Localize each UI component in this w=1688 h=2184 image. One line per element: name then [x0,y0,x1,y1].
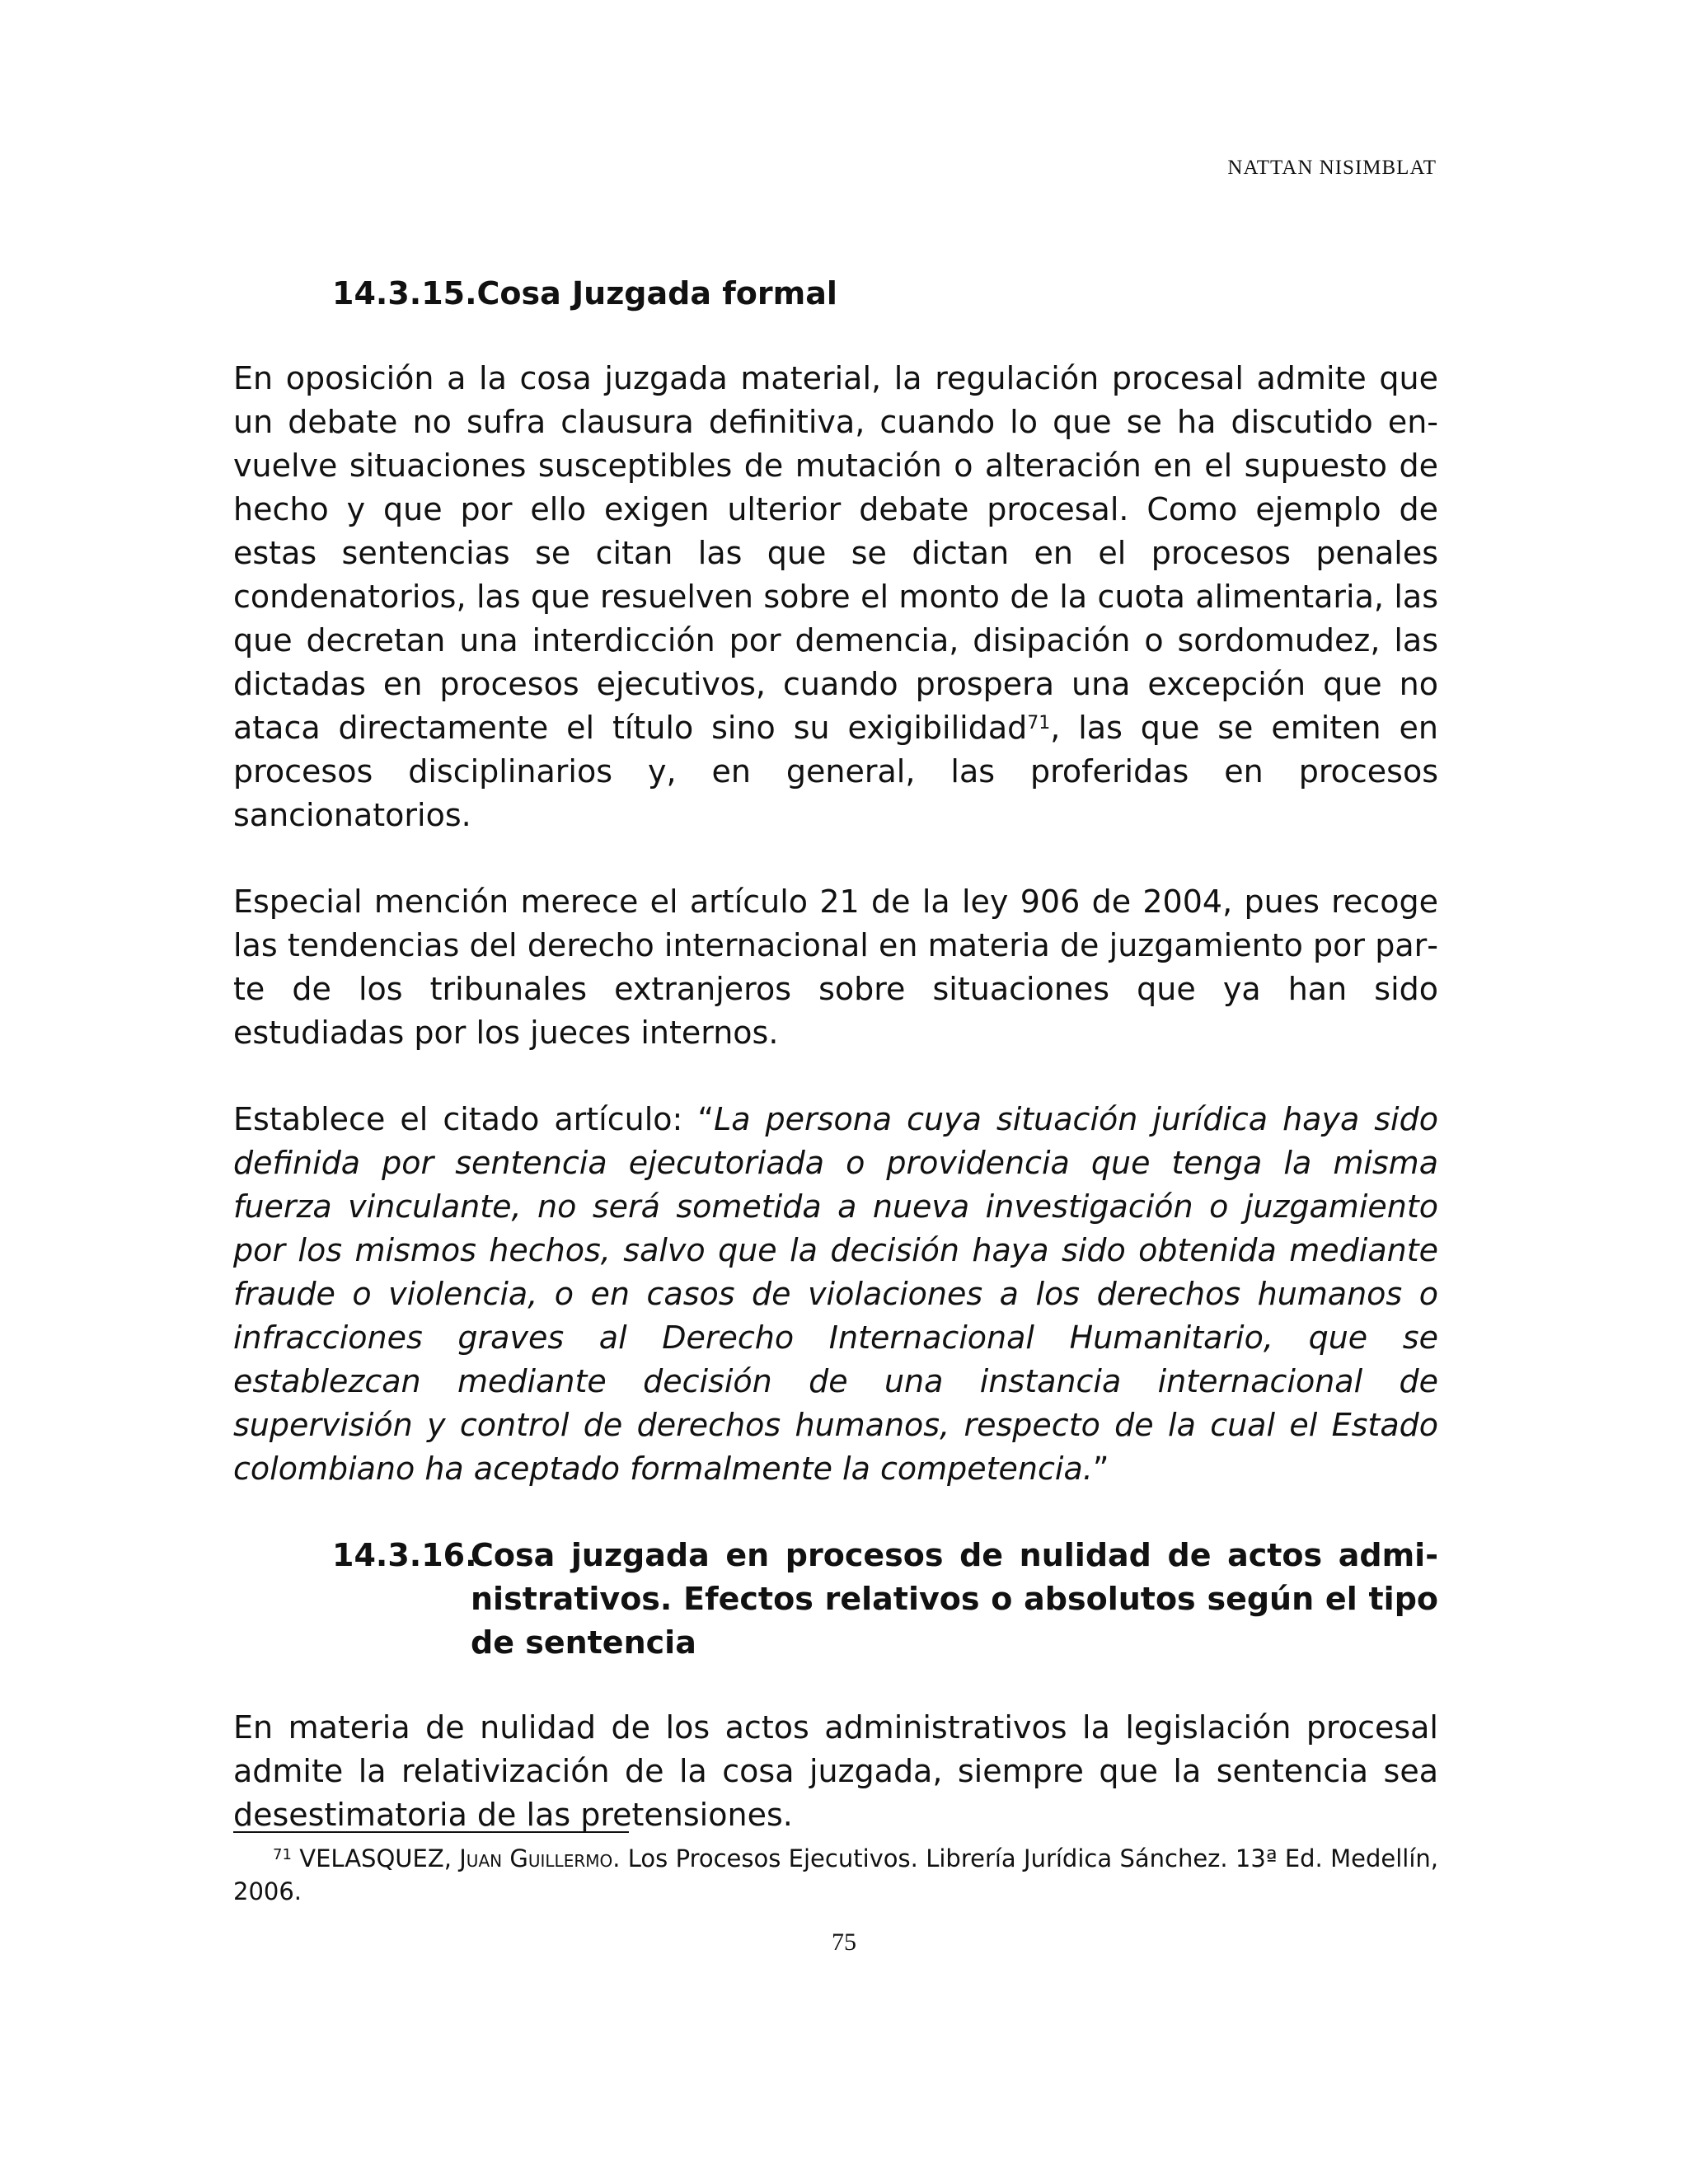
footnote-separator [233,1831,629,1833]
footnote-author-given: Juan Guillermo [459,1844,613,1872]
section-heading-14-3-15 [332,272,1438,316]
section-number: 14.3.15. [332,275,477,312]
footnote-citation: . Los Procesos Ejecutivos. Librería Jurídica Sánchez. 13ª Ed. Medellín, 2006. [233,1844,1438,1905]
quote-close: ” [1092,1451,1109,1487]
footnote-author-surname: VELASQUEZ, [299,1844,460,1872]
section-title: Cosa Juzgada formal [476,275,837,312]
section-heading-14-3-16 [332,1534,1438,1665]
article-quote: La persona cuya situación jurídica haya sido definida por sentencia ejecutoriada o providencia que tenga la misma fuerza vinculante, no será sometida a nueva investigación o juzgamiento por los mismos hechos, salvo que la decisión haya sido obtenida mediante fraude o violencia, o en casos de violaciones a los derechos humanos o infracciones graves al Derecho Internacional Humanitario, que se establezcan mediante decisión de una instancia internacional de supervisión y control de derechos humanos, respecto de la cual el Estado colombiano ha aceptado formalmente la competencia. [233,1101,1438,1487]
paragraph-1-text: En oposición a la cosa juzgada material, la regulación procesal admite que un debate no sufra clausura definitiva, cuando lo que se ha discutido envuelve situaciones susceptibles de mutación o alteración en el supuesto de hecho y que por ello exigen ulterior debate procesal. Como ejemplo de estas sentencias se citan las que se dictan en el procesos penales condenatorios, las que resuelven sobre el monto de la cuota alimentaria, las que decretan una interdicción por demencia, disipación o sordomudez, las dictadas en procesos ejecutivos, cuando prospera una excepción que no ataca directamente el título sino su exigibilidad [233,360,1438,746]
quote-intro: Establece el citado artículo: “ [233,1101,715,1137]
section-title: Cosa juzgada en procesos de nulidad de actos administrativos. Efectos relativos o absolutos según el tipo de sentencia [471,1537,1438,1661]
paragraph-4: En materia de nulidad de los actos administrativos la legislación procesal admite la relativización de la cosa juzgada, siempre que la sentencia sea desestimatoria de las pretensiones. [233,1709,1438,1833]
paragraph-2: Especial mención merece el artículo 21 de la ley 906 de 2004, pues recoge las tendencias del derecho internacional en materia de juzgamiento por parte de los tribunales extranjeros sobre situaciones que ya han sido estudiadas por los jueces internos. [233,883,1438,1051]
paragraph-3 [233,1098,1438,1491]
section-number: 14.3.16. [332,1537,477,1573]
paragraph-1-text-continued: , las que se emiten en procesos disciplinarios y, en general, las proferidas en procesos sancionatorios. [233,710,1439,833]
page-body [233,272,1438,1837]
footnote-71 [233,1842,1438,1908]
running-head: NATTAN NISIMBLAT [1227,157,1437,179]
page-number: 75 [832,1929,856,1956]
paragraph-1 [233,357,1438,837]
footnote-reference[interactable]: 71 [1027,713,1051,733]
footnote-number: 71 [273,1846,292,1863]
